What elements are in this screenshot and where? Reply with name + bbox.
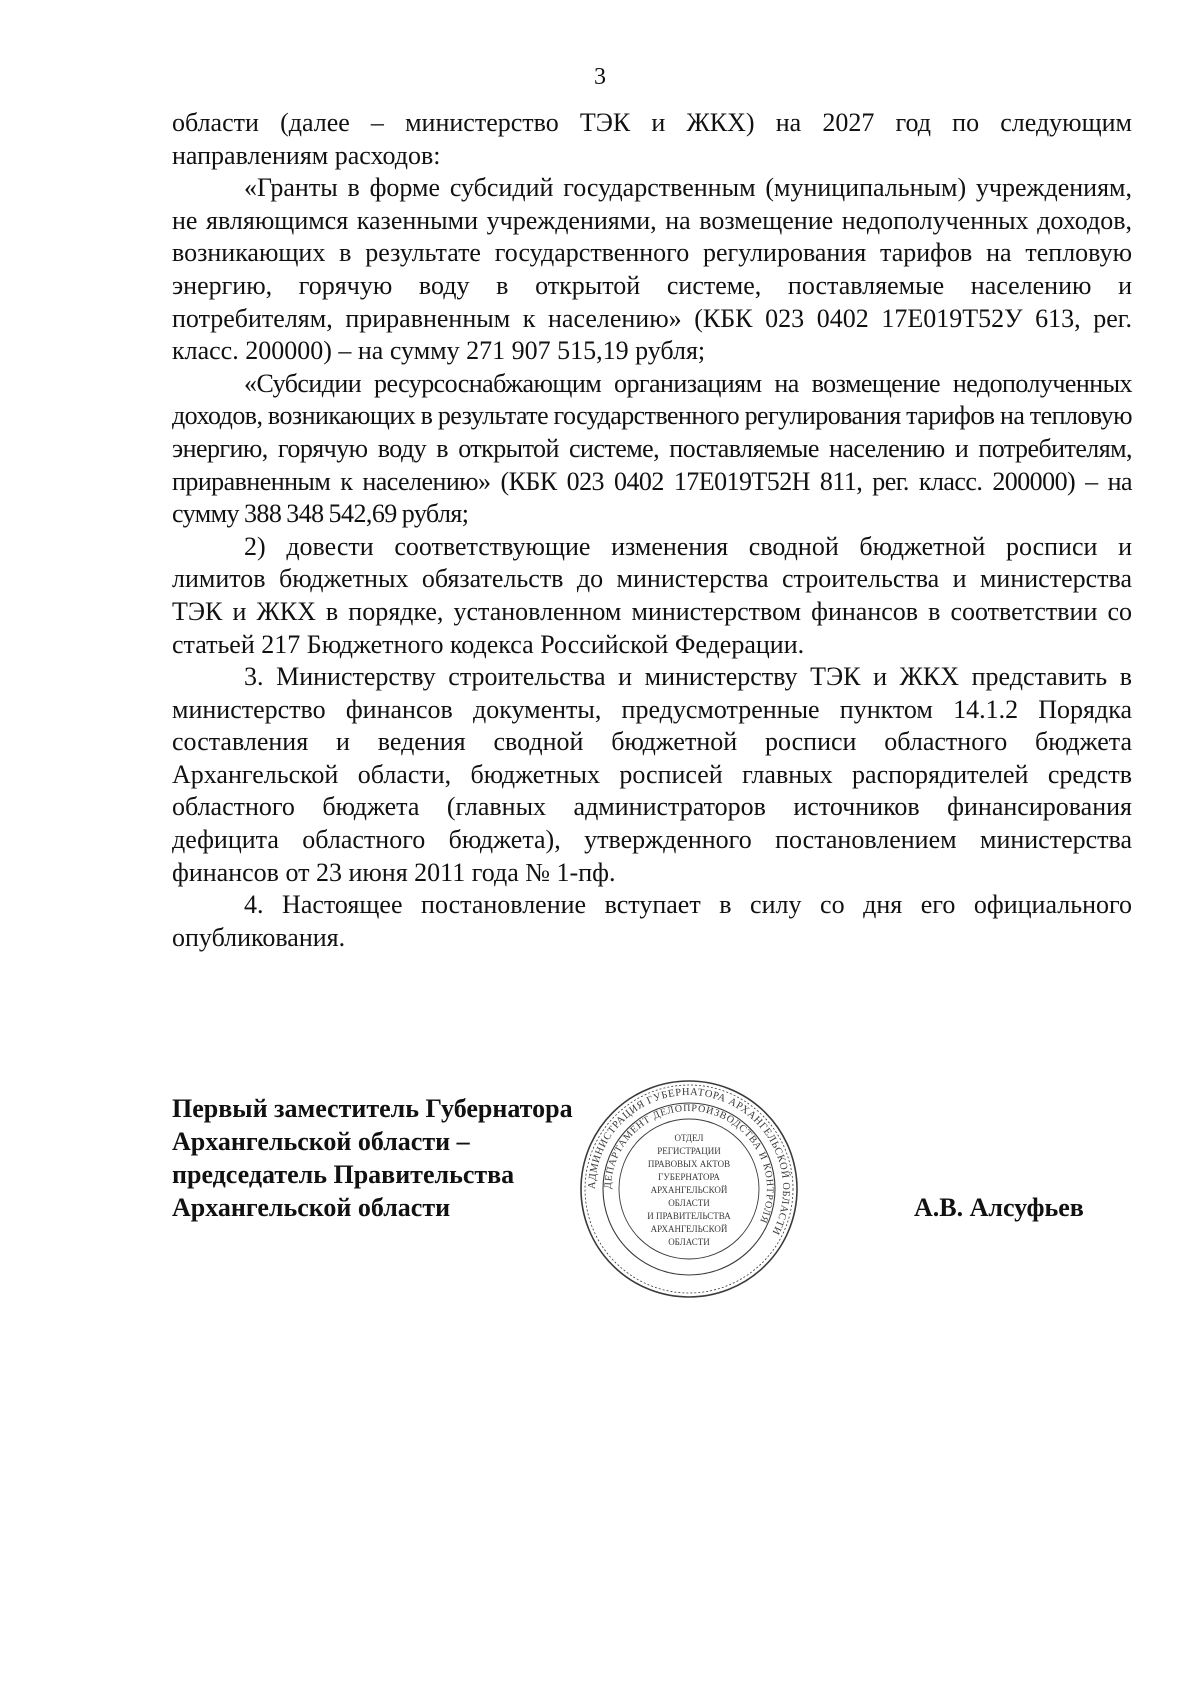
signatory-name: А.В. Алсуфьев bbox=[914, 1193, 1084, 1222]
signatory-title-line: Архангельской области – bbox=[172, 1127, 470, 1156]
seal-center-line: ОТДЕЛ bbox=[674, 1133, 704, 1143]
seal-inner-ring-text: ДЕПАРТАМЕНТ ДЕЛОПРОИЗВОДСТВА И КОНТРОЛЯ bbox=[602, 1102, 776, 1226]
seal-center-line: АРХАНГЕЛЬСКОЙ bbox=[650, 1185, 728, 1195]
signatory-title-line: председатель Правительства bbox=[172, 1160, 515, 1189]
paragraph-continuation: области (далее – министерство ТЭК и ЖКХ) на 2027 год по следующим направлениям расходов: bbox=[172, 108, 1132, 170]
seal-center-line: ГУБЕРНАТОРА bbox=[658, 1172, 720, 1182]
paragraph-grants-item: «Гранты в форме субсидий государственным (муниципальным) учреждениям, не являющимся казенными учреждениями, на возмещение недополученных доходов, возникающих в результате государственного регулирования тарифов на тепловую энергию, горячую воду в открытой системе, поставляемые населению и потребителям, приравненным к населению» (КБК 023 0402 17Е019Т52У 613, рег. класс. 200000) – на сумму 271 907 515,19 рубля; bbox=[172, 173, 1132, 366]
seal-center-line: ПРАВОВЫХ АКТОВ bbox=[647, 1159, 731, 1169]
paragraph-clause-3: 3. Министерству строительства и министерству ТЭК и ЖКХ представить в министерство финансов документы, предусмотренные пунктом 14.1.2 Порядка составления и ведения сводной бюджетной росписи областного бюджета Архангельской области, бюджетных росписей главных распорядителей средств областного бюджета (главных администраторов источников финансирования дефицита областного бюджета), утвержденного постановлением министерства финансов от 23 июня 2011 года № 1-пф. bbox=[172, 662, 1132, 887]
seal-center-line: ОБЛАСТИ bbox=[668, 1237, 710, 1247]
document-body bbox=[172, 107, 1132, 954]
seal-center-line: АРХАНГЕЛЬСКОЙ bbox=[650, 1224, 728, 1234]
seal-center-line: ОБЛАСТИ bbox=[668, 1198, 710, 1208]
signatory-title bbox=[172, 1092, 573, 1224]
seal-center-line: И ПРАВИТЕЛЬСТВА bbox=[647, 1211, 731, 1221]
signatory-title-line: Первый заместитель Губернатора bbox=[172, 1094, 573, 1123]
seal-outer-ring-text: АДМИНИСТРАЦИЯ ГУБЕРНАТОРА АРХАНГЕЛЬСКОЙ ОБЛАСТИ bbox=[586, 1086, 792, 1237]
official-seal bbox=[578, 1078, 800, 1300]
paragraph-clause-4: 4. Настоящее постановление вступает в силу со дня его официального опубликования. bbox=[172, 890, 1132, 952]
page-number: 3 bbox=[594, 64, 606, 90]
seal-center-line: РЕГИСТРАЦИИ bbox=[657, 1146, 721, 1156]
paragraph-clause-2: 2) довести соответствующие изменения сводной бюджетной росписи и лимитов бюджетных обязательств до министерства строительства и министерства ТЭК и ЖКХ в порядке, установленном министерством финансов в соответствии со статьей 217 Бюджетного кодекса Российской Федерации. bbox=[172, 531, 1132, 659]
paragraph-subsidies-item: «Субсидии ресурсоснабжающим организациям на возмещение недополученных доходов, возникающих в результате государственного регулирования тарифов на тепловую энергию, горячую воду в открытой системе, поставляемые населению и потребителям, приравненным к населению» (КБК 023 0402 17Е019Т52Н 811, рег. класс. 200000) – на сумму 388 348 542,69 рубля; bbox=[172, 368, 1132, 529]
signatory-title-line: Архангельской области bbox=[172, 1193, 451, 1222]
